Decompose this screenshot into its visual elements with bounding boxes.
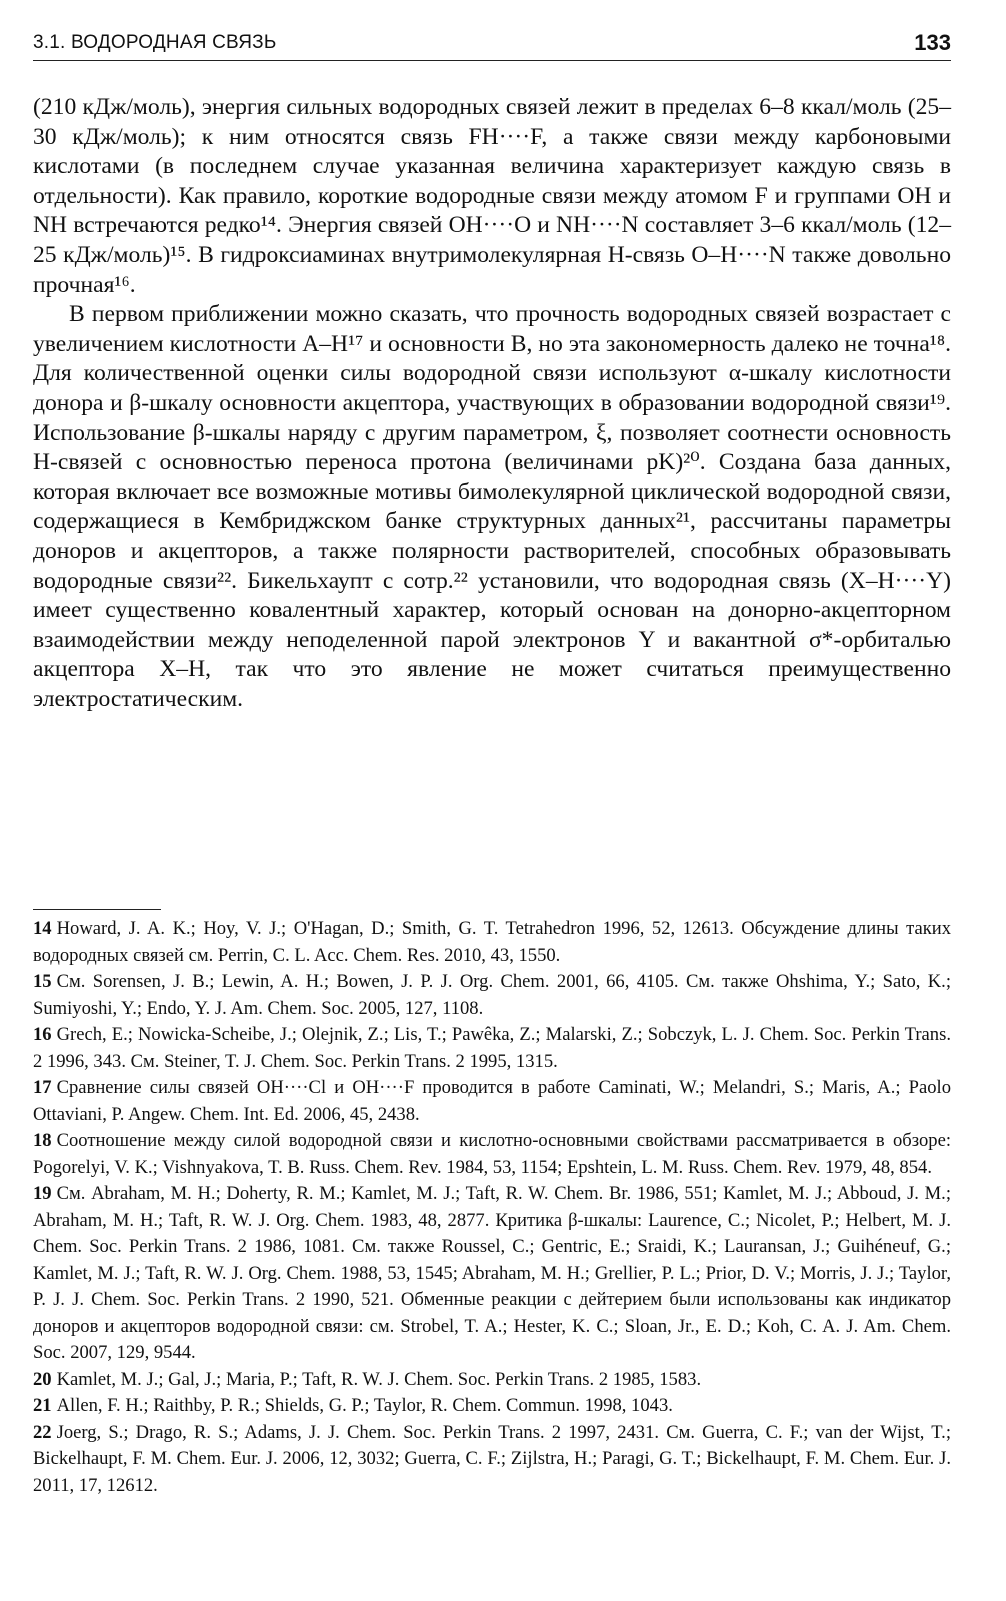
footnote-number: 14 — [33, 918, 52, 939]
footnote-number: 16 — [33, 1024, 52, 1045]
running-head — [33, 30, 951, 61]
body-text — [33, 93, 951, 714]
footnote — [33, 1367, 951, 1394]
footnote — [33, 1075, 951, 1128]
footnote-text: Kamlet, M. J.; Gal, J.; Maria, P.; Taft, R. W. J. Chem. Soc. Perkin Trans. 2 1985, 1583. — [56, 1368, 702, 1390]
footnote — [33, 1181, 951, 1367]
footnote-number: 20 — [33, 1368, 52, 1390]
footnote — [33, 1393, 951, 1420]
footnote-text: Howard, J. A. K.; Hoy, V. J.; O'Hagan, D.; Smith, G. T. Tetrahedron 1996, 52, 12613. Обсуждение длины таких водородных связей см. Perrin, C. L. Acc. Chem. Res. 2010, 43, 1550. — [33, 918, 951, 966]
footnote-text: См. Sorensen, J. B.; Lewin, A. H.; Bowen, J. P. J. Org. Chem. 2001, 66, 4105. См. также Ohshima, Y.; Sato, K.; Sumiyoshi, Y.; Endo, Y. J. Am. Chem. Soc. 2005, 127, 1108. — [33, 971, 951, 1019]
footnote-number: 15 — [33, 971, 52, 992]
footnote-text: Joerg, S.; Drago, R. S.; Adams, J. J. Chem. Soc. Perkin Trans. 2 1997, 2431. См. Guerra, C. F.; van der Wijst, T.; Bickelhaupt, F. M. Chem. Eur. J. 2006, 12, 3032; Guerra, C. F.; Zijlstra, H.; Paragi, G. T.; Bickelhaupt, F. M. Chem. Eur. J. 2011, 17, 12612. — [33, 1421, 951, 1496]
paragraph: (210 кДж/моль), энергия сильных водородных связей лежит в пределах 6–8 ккал/моль (25–30 кДж/моль); к ним относятся связь FH····F, а также связи между карбоновыми кислотами (в последнем случае указанная величина характеризует каждую связь в отдельности). Как правило, короткие водородные связи между атомом F и группами OH и NH встречаются редко¹⁴. Энергия связей OH····O и NH····N составляет 3–6 ккал/моль (12–25 кДж/моль)¹⁵. В гидроксиаминах внутримолекулярная H-связь O–H····N также довольно прочная¹⁶. — [33, 94, 951, 298]
footnote-number: 17 — [33, 1077, 52, 1098]
footnote — [33, 1420, 951, 1500]
section-title: 3.1. ВОДОРОДНАЯ СВЯЗЬ — [33, 32, 277, 53]
footnote-text: Allen, F. H.; Raithby, P. R.; Shields, G. P.; Taylor, R. Chem. Commun. 1998, 1043. — [56, 1395, 673, 1416]
footnote-text: Сравнение силы связей OH····Cl и OH····F проводится в работе Caminati, W.; Melandri, S.; Maris, A.; Paolo Ottaviani, P. Angew. Chem. Int. Ed. 2006, 45, 2438. — [33, 1077, 951, 1125]
footnote-number: 19 — [33, 1183, 52, 1204]
page-number: 133 — [914, 30, 951, 55]
footnote-text: Grech, E.; Nowicka-Scheibe, J.; Olejnik, Z.; Lis, T.; Pawêka, Z.; Malarski, Z.; Sobczyk, L. J. Chem. Soc. Perkin Trans. 2 1996, 343. См. Steiner, T. J. Chem. Soc. Perkin Trans. 2 1995, 1315. — [33, 1024, 951, 1072]
footnote-number: 22 — [33, 1421, 52, 1443]
footnote — [33, 916, 951, 969]
footnote — [33, 1022, 951, 1075]
footnote-number: 21 — [33, 1395, 52, 1416]
footnote — [33, 1128, 951, 1181]
paragraph: В первом приближении можно сказать, что прочность водородных связей возрастает с увеличением кислотности A–H¹⁷ и основности B, но эта закономерность далеко не точна¹⁸. Для количественной оценки силы водородной связи используют α-шкалу кислотности донора и β-шкалу основности акцептора, участвующих в образовании водородной связи¹⁹. Использование β-шкалы наряду с другим параметром, ξ, позволяет соотнести основность H-связей с основностью переноса протона (величинами pK)²⁰. Создана база данных, которая включает все возможные мотивы бимолекулярной циклической водородной связи, содержащиеся в Кембриджском банке структурных данных²¹, рассчитаны параметры доноров и акцепторов, а также полярности растворителей, способных образовывать водородные связи²². Бикельхаупт с сотр.²² установили, что водородная связь (X–H····Y) имеет существенно ковалентный характер, который основан на донорно-акцепторном взаимодействии между неподеленной парой электронов Y и вакантной σ*-орбиталью акцептора X–H, так что это явление не может считаться преимущественно электростатическим. — [33, 301, 951, 712]
footnote-text: Соотношение между силой водородной связи и кислотно-основными свойствами рассматривается в обзоре: Pogorelyi, V. K.; Vishnyakova, T. B. Russ. Chem. Rev. 1984, 53, 1154; Epshtein, L. M. Russ. Chem. Rev. 1979, 48, 854. — [33, 1130, 951, 1178]
footnote-number: 18 — [33, 1130, 52, 1151]
footnotes — [33, 916, 951, 1499]
footnote-text: См. Abraham, M. H.; Doherty, R. M.; Kamlet, M. J.; Taft, R. W. Chem. Br. 1986, 551; Kamlet, M. J.; Abboud, J. M.; Abraham, M. H.; Taft, R. W. J. Org. Chem. 1983, 48, 2877. Критика β-шкалы: Laurence, C.; Nicolet, P.; Helbert, M. J. Chem. Soc. Perkin Trans. 2 1986, 1081. См. также Roussel, C.; Gentric, E.; Sraidi, K.; Lauransan, J.; Guihéneuf, G.; Kamlet, M. J.; Taft, R. W. J. Org. Chem. 1988, 53, 1545; Abraham, M. H.; Grellier, P. L.; Prior, D. V.; Morris, J. J.; Taylor, P. J. J. Chem. Soc. Perkin Trans. 2 1990, 521. Обменные реакции с дейтерием были использованы как индикатор доноров и акцепторов водородной связи: см. Strobel, T. A.; Hester, K. C.; Sloan, Jr., E. D.; Koh, C. A. J. Am. Chem. Soc. 2007, 129, 9544. — [33, 1183, 951, 1363]
book-page — [33, 0, 951, 1601]
footnote — [33, 969, 951, 1022]
footnote-separator — [33, 909, 161, 910]
